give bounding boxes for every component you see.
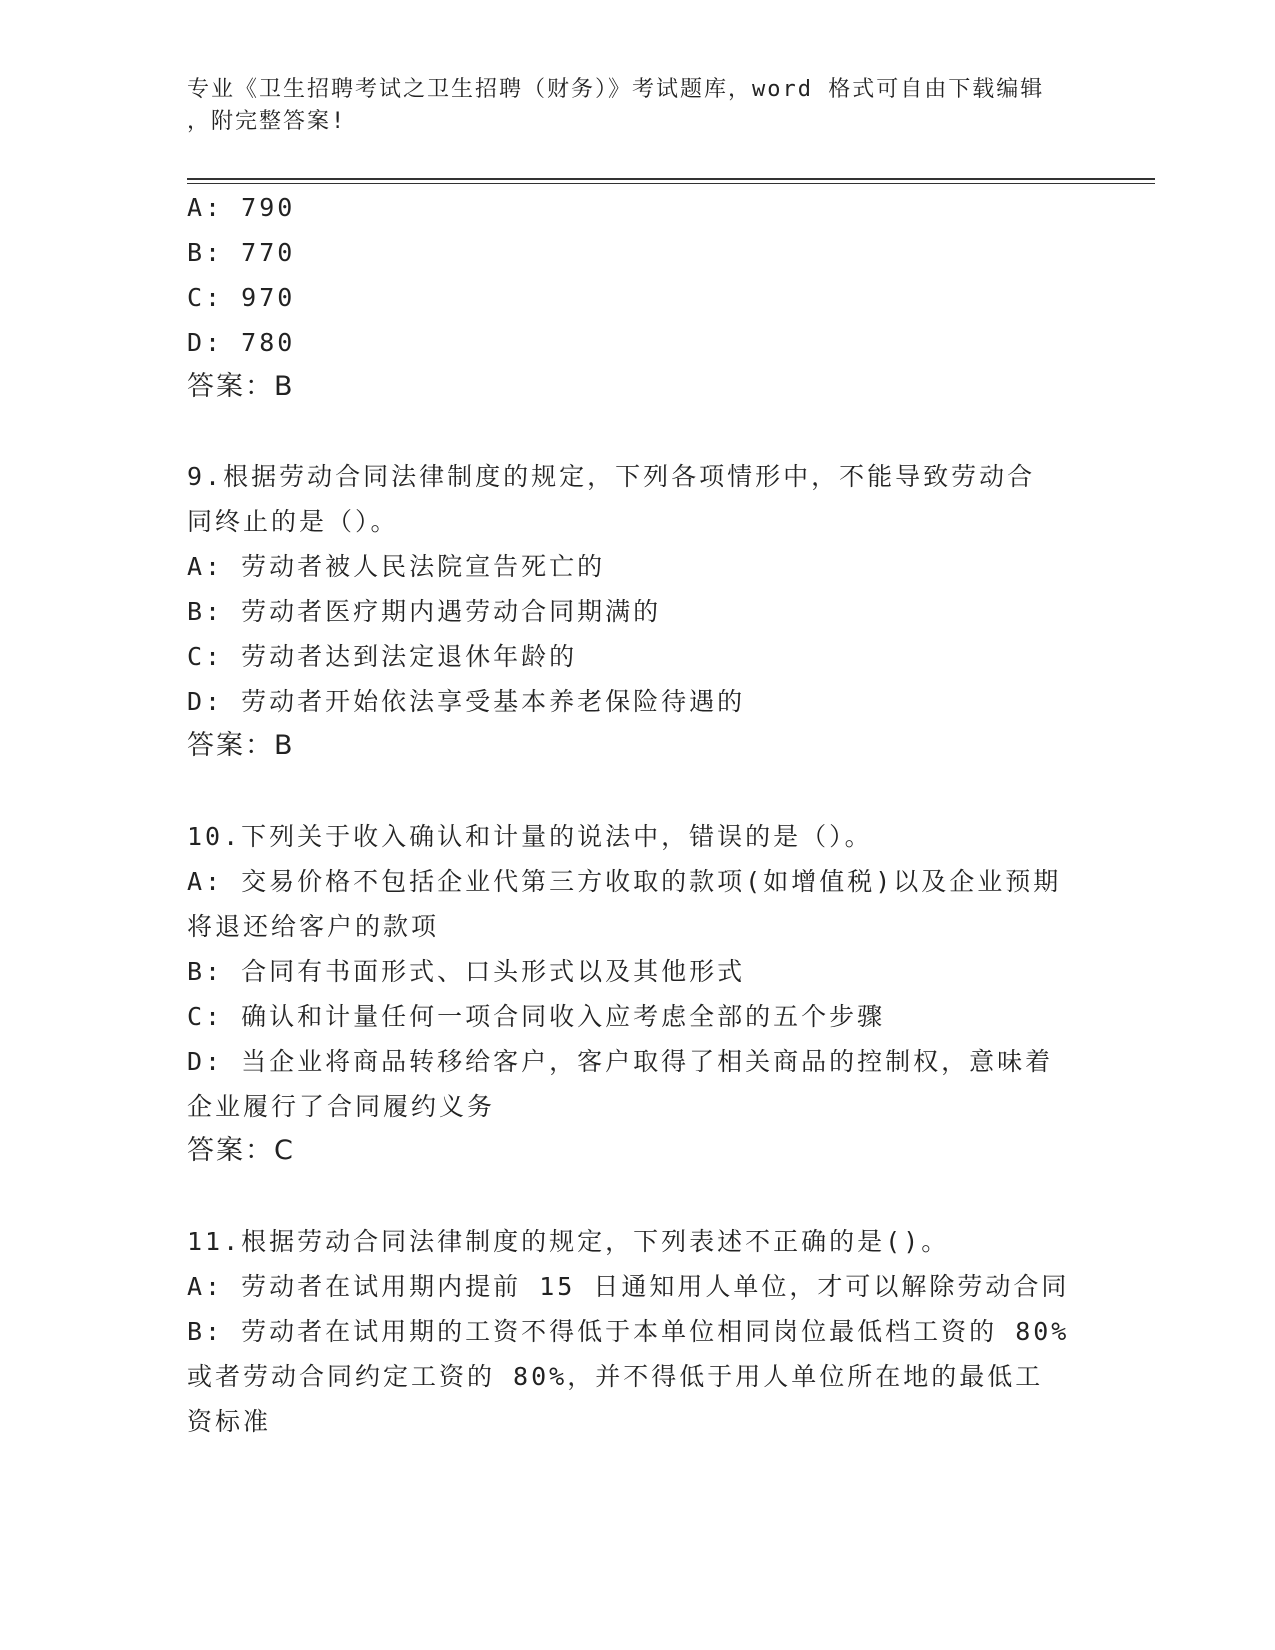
- header-divider-thin: [187, 183, 1155, 184]
- answer: 答案：B: [187, 730, 295, 761]
- question-stem: 10.下列关于收入确认和计量的说法中，错误的是（）。: [187, 822, 873, 851]
- option-c: C: 确认和计量任何一项合同收入应考虑全部的五个步骤: [187, 1002, 886, 1031]
- question-stem: 同终止的是（）。: [187, 507, 399, 536]
- option-b: B: 770: [187, 238, 296, 267]
- option-a: A: 劳动者在试用期内提前 15 日通知用人单位，才可以解除劳动合同: [187, 1272, 1070, 1301]
- question-stem: 11.根据劳动合同法律制度的规定，下列表述不正确的是()。: [187, 1227, 950, 1256]
- option-d: D: 780: [187, 328, 296, 357]
- option-a: A: 790: [187, 193, 296, 222]
- header-line-2: ，附完整答案!: [187, 109, 347, 134]
- option-c: C: 劳动者达到法定退休年龄的: [187, 642, 578, 671]
- option-b-continued: 或者劳动合同约定工资的 80%，并不得低于用人单位所在地的最低工: [187, 1362, 1044, 1391]
- option-b: B: 合同有书面形式、口头形式以及其他形式: [187, 957, 746, 986]
- option-a-continued: 将退还给客户的款项: [187, 912, 440, 941]
- answer: 答案：B: [187, 371, 295, 402]
- option-c: C: 970: [187, 283, 296, 312]
- option-d: D: 当企业将商品转移给客户，客户取得了相关商品的控制权，意味着: [187, 1047, 1054, 1076]
- header-line-1: 专业《卫生招聘考试之卫生招聘（财务）》考试题库，word 格式可自由下载编辑: [187, 77, 1045, 102]
- answer: 答案：C: [187, 1135, 295, 1166]
- option-d: D: 劳动者开始依法享受基本养老保险待遇的: [187, 687, 746, 716]
- option-d-continued: 企业履行了合同履约义务: [187, 1092, 496, 1121]
- option-b: B: 劳动者在试用期的工资不得低于本单位相同岗位最低档工资的 80%: [187, 1317, 1070, 1346]
- header-divider: [187, 178, 1155, 180]
- option-b: B: 劳动者医疗期内遇劳动合同期满的: [187, 597, 662, 626]
- option-b-continued: 资标准: [187, 1407, 272, 1436]
- option-a: A: 交易价格不包括企业代第三方收取的款项(如增值税)以及企业预期: [187, 867, 1062, 896]
- document-header: [187, 74, 1067, 138]
- question-stem: 9.根据劳动合同法律制度的规定，下列各项情形中，不能导致劳动合: [187, 462, 1036, 491]
- option-a: A: 劳动者被人民法院宣告死亡的: [187, 552, 606, 581]
